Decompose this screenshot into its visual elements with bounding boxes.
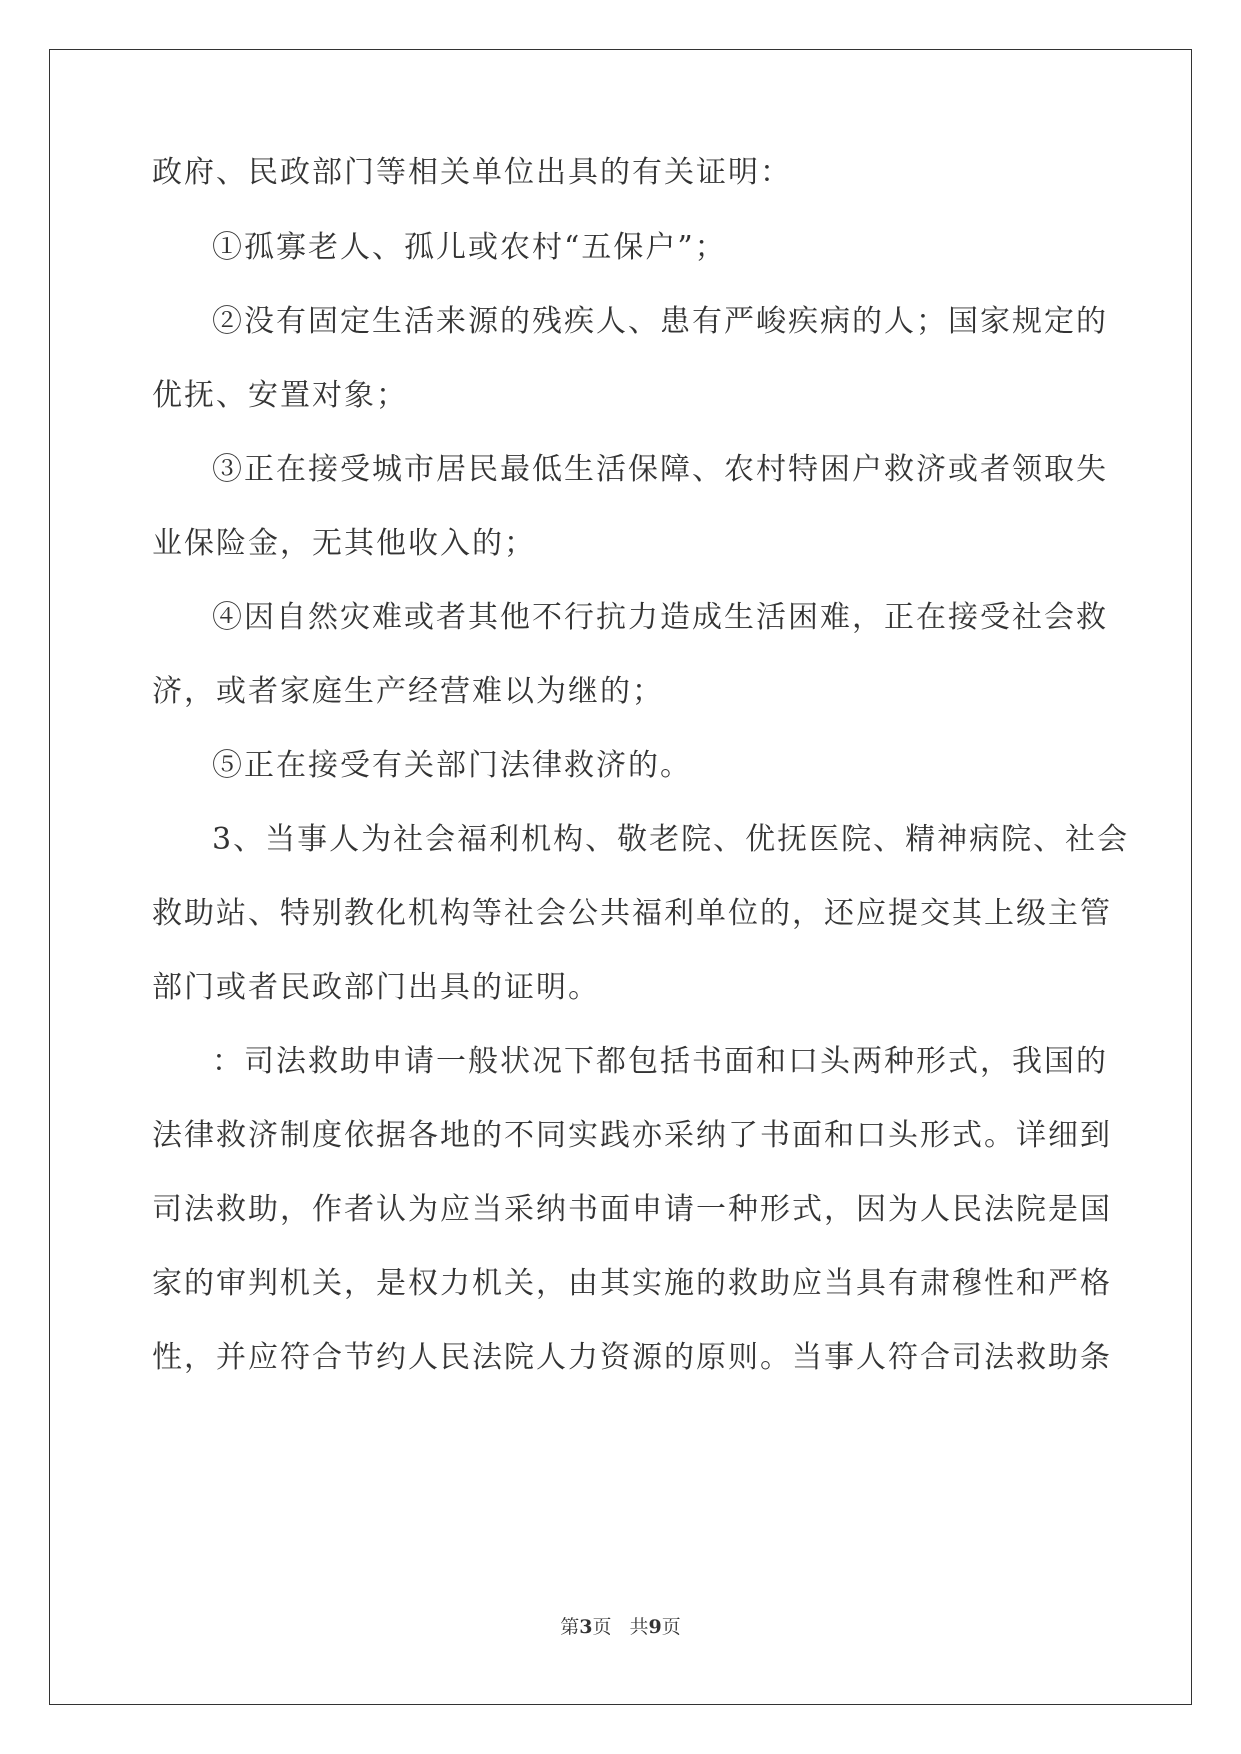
text-line: 家的审判机关，是权力机关，由其实施的救助应当具有肃穆性和严格 bbox=[152, 1266, 1112, 1301]
text-line: 部门或者民政部门出具的证明。 bbox=[152, 970, 600, 1005]
text-line: ⑤正在接受有关部门法律救济的。 bbox=[212, 748, 692, 783]
text-line: 济，或者家庭生产经营难以为继的； bbox=[152, 674, 664, 709]
text-line: 政府、民政部门等相关单位出具的有关证明： bbox=[152, 155, 792, 190]
text-line: ④因自然灾难或者其他不行抗力造成生活困难，正在接受社会救 bbox=[212, 600, 1108, 635]
page-footer bbox=[0, 1615, 1241, 1639]
text-line: 优抚、安置对象； bbox=[152, 378, 408, 413]
text-line: ①孤寡老人、孤儿或农村“五保户”； bbox=[212, 230, 727, 265]
text-line: ②没有固定生活来源的残疾人、患有严峻疾病的人；国家规定的 bbox=[212, 304, 1108, 339]
total-suffix: 页 bbox=[661, 1616, 681, 1638]
page-suffix: 页 bbox=[592, 1616, 612, 1638]
text-line: 救助站、特别教化机构等社会公共福利单位的，还应提交其上级主管 bbox=[152, 896, 1112, 931]
text-line: 业保险金，无其他收入的； bbox=[152, 526, 536, 561]
text-line: 性，并应符合节约人民法院人力资源的原则。当事人符合司法救助条 bbox=[152, 1340, 1112, 1375]
page-prefix: 第 bbox=[560, 1616, 580, 1638]
text-line: 法律救济制度依据各地的不同实践亦采纳了书面和口头形式。详细到 bbox=[152, 1118, 1112, 1153]
total-prefix: 共 bbox=[629, 1616, 649, 1638]
page-number: 3 bbox=[579, 1616, 593, 1638]
page-border bbox=[49, 49, 1192, 1705]
text-line: 司法救助，作者认为应当采纳书面申请一种形式，因为人民法院是国 bbox=[152, 1192, 1112, 1227]
text-line: ：司法救助申请一般状况下都包括书面和口头两种形式，我国的 bbox=[212, 1044, 1108, 1079]
text-line: 3、当事人为社会福利机构、敬老院、优抚医院、精神病院、社会 bbox=[212, 822, 1130, 857]
total-pages: 9 bbox=[648, 1616, 662, 1638]
text-line: ③正在接受城市居民最低生活保障、农村特困户救济或者领取失 bbox=[212, 452, 1108, 487]
